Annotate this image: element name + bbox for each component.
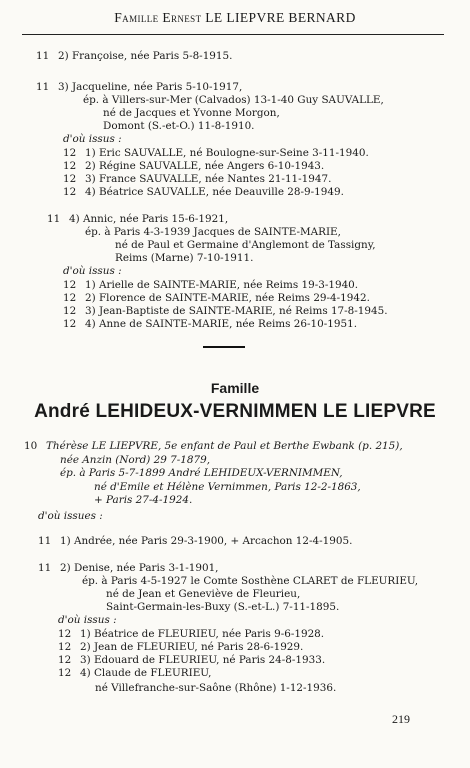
running-header — [0, 10, 470, 26]
entry-text: 4) Annic, née Paris 15-6-1921, — [69, 213, 229, 225]
entry-text: d'où issus : — [63, 133, 122, 145]
entry-text: 2) Françoise, née Paris 5-8-1915. — [58, 50, 233, 62]
generation-number: 10 — [24, 440, 38, 452]
entry-text: ép. à Villers-sur-Mer (Calvados) 13-1-40 Guy SAUVALLE, — [83, 94, 384, 106]
genealogy-line — [63, 147, 369, 160]
genealogy-line — [85, 226, 341, 239]
generation-number: 12 — [58, 628, 72, 640]
genealogy-line — [60, 454, 210, 467]
genealogy-line — [38, 535, 352, 548]
genealogy-line — [63, 305, 388, 318]
generation-number: 11 — [38, 562, 52, 574]
genealogy-line — [103, 107, 280, 120]
entry-text: 3) France SAUVALLE, née Nantes 21-11-1947. — [85, 173, 332, 185]
genealogy-line — [94, 481, 361, 494]
genealogy-line — [83, 94, 384, 107]
genealogy-line — [24, 440, 403, 453]
entry-text: né de Paul et Germaine d'Anglemont de Tassigny, — [115, 239, 376, 251]
entry-text: ép. à Paris 4-5-1927 le Comte Sosthène CLARET de FLEURIEU, — [82, 575, 419, 587]
generation-number: 12 — [63, 318, 77, 330]
entry-text: né de Jacques et Yvonne Morgon, — [103, 107, 280, 119]
generation-number: 12 — [63, 279, 77, 291]
entry-text: Domont (S.-et-O.) 11-8-1910. — [103, 120, 255, 132]
page-number: 219 — [392, 712, 410, 726]
genealogy-line — [103, 120, 255, 133]
generation-number: 11 — [36, 81, 50, 93]
generation-number: 12 — [58, 667, 72, 679]
entry-text: 1) Arielle de SAINTE-MARIE, née Reims 19-3-1940. — [85, 279, 359, 291]
entry-text: né d'Emile et Hélène Vernimmen, Paris 12-2-1863, — [94, 481, 361, 493]
header-family-name: LE LIEPVRE BERNARD — [205, 10, 356, 25]
genealogy-line — [106, 588, 300, 601]
generation-number: 12 — [63, 160, 77, 172]
entry-text: 4) Béatrice SAUVALLE, née Deauville 28-9-1949. — [85, 186, 344, 198]
genealogy-line — [36, 50, 232, 63]
entry-text: 1) Béatrice de FLEURIEU, née Paris 9-6-1928. — [80, 628, 325, 640]
genealogy-line — [63, 133, 122, 146]
entry-text: Reims (Marne) 7-10-1911. — [115, 252, 254, 264]
generation-number: 12 — [63, 147, 77, 159]
header-rule — [22, 34, 444, 35]
genealogy-line — [63, 186, 344, 199]
entry-text: né Villefranche-sur-Saône (Rhône) 1-12-1936. — [95, 682, 337, 694]
genealogy-line — [36, 81, 242, 94]
genealogy-line — [63, 292, 370, 305]
entry-text: ép. à Paris 4-3-1939 Jacques de SAINTE-MARIE, — [85, 226, 341, 238]
family-title: André LEHIDEUX-VERNIMMEN LE LIEPVRE — [34, 401, 436, 422]
genealogy-line — [58, 614, 117, 627]
genealogy-line — [58, 654, 325, 667]
genealogy-line — [38, 562, 218, 575]
entry-text: d'où issus : — [58, 614, 117, 626]
genealogy-line — [63, 173, 331, 186]
entry-text: 1) Eric SAUVALLE, né Boulogne-sur-Seine 3-11-1940. — [85, 147, 369, 159]
genealogy-line — [63, 265, 122, 278]
entry-text: 3) Edouard de FLEURIEU, né Paris 24-8-1933. — [80, 654, 326, 666]
generation-number: 11 — [47, 213, 61, 225]
entry-text: 2) Florence de SAINTE-MARIE, née Reims 29-4-1942. — [85, 292, 370, 304]
section-separator — [203, 346, 245, 348]
entry-text: 2) Jean de FLEURIEU, né Paris 28-6-1929. — [80, 641, 304, 653]
entry-text: 1) Andrée, née Paris 29-3-1900, + Arcachon 12-4-1905. — [60, 535, 353, 547]
genealogy-line — [47, 213, 228, 226]
entry-text: 4) Anne de SAINTE-MARIE, née Reims 26-10-1951. — [85, 318, 357, 330]
entry-text: 4) Claude de FLEURIEU, — [80, 667, 212, 679]
genealogy-line — [82, 575, 418, 588]
generation-number: 11 — [36, 50, 50, 62]
family-label: Famille — [210, 380, 260, 396]
entry-text: né de Jean et Geneviève de Fleurieu, — [106, 588, 301, 600]
entry-text: + Paris 27-4-1924. — [94, 494, 193, 506]
entry-text: ép. à Paris 5-7-1899 André LEHIDEUX-VERNIMMEN, — [60, 467, 343, 479]
entry-text: 3) Jacqueline, née Paris 5-10-1917, — [58, 81, 243, 93]
entry-text: d'où issus : — [63, 265, 122, 277]
entry-text: 3) Jean-Baptiste de SAINTE-MARIE, né Reims 17-8-1945. — [85, 305, 388, 317]
genealogy-line — [58, 667, 211, 680]
entry-text: 2) Denise, née Paris 3-1-1901, — [60, 562, 219, 574]
generation-number: 12 — [63, 186, 77, 198]
generation-number: 12 — [63, 173, 77, 185]
generation-number: 12 — [58, 641, 72, 653]
header-prefix: Famille Ernest — [114, 10, 202, 25]
genealogy-line — [63, 160, 324, 173]
genealogy-line — [95, 682, 336, 695]
entry-text: née Anzin (Nord) 29 7-1879, — [60, 454, 211, 466]
entry-text: d'où issues : — [38, 510, 103, 522]
genealogy-line — [63, 279, 358, 292]
entry-text: Thérèse LE LIEPVRE, 5e enfant de Paul et Berthe Ewbank (p. 215), — [46, 440, 403, 452]
genealogy-line — [58, 628, 324, 641]
generation-number: 12 — [63, 305, 77, 317]
generation-number: 11 — [38, 535, 52, 547]
genealogy-line — [115, 252, 253, 265]
genealogy-line — [38, 510, 103, 523]
entry-text: Saint-Germain-les-Buxy (S.-et-L.) 7-11-1895. — [106, 601, 340, 613]
generation-number: 12 — [58, 654, 72, 666]
generation-number: 12 — [63, 292, 77, 304]
genealogy-line — [63, 318, 357, 331]
genealogy-line — [106, 601, 339, 614]
genealogy-line — [58, 641, 303, 654]
genealogy-line — [115, 239, 376, 252]
entry-text: 2) Régine SAUVALLE, née Angers 6-10-1943. — [85, 160, 325, 172]
genealogy-line — [94, 494, 192, 507]
genealogy-line — [60, 467, 343, 480]
